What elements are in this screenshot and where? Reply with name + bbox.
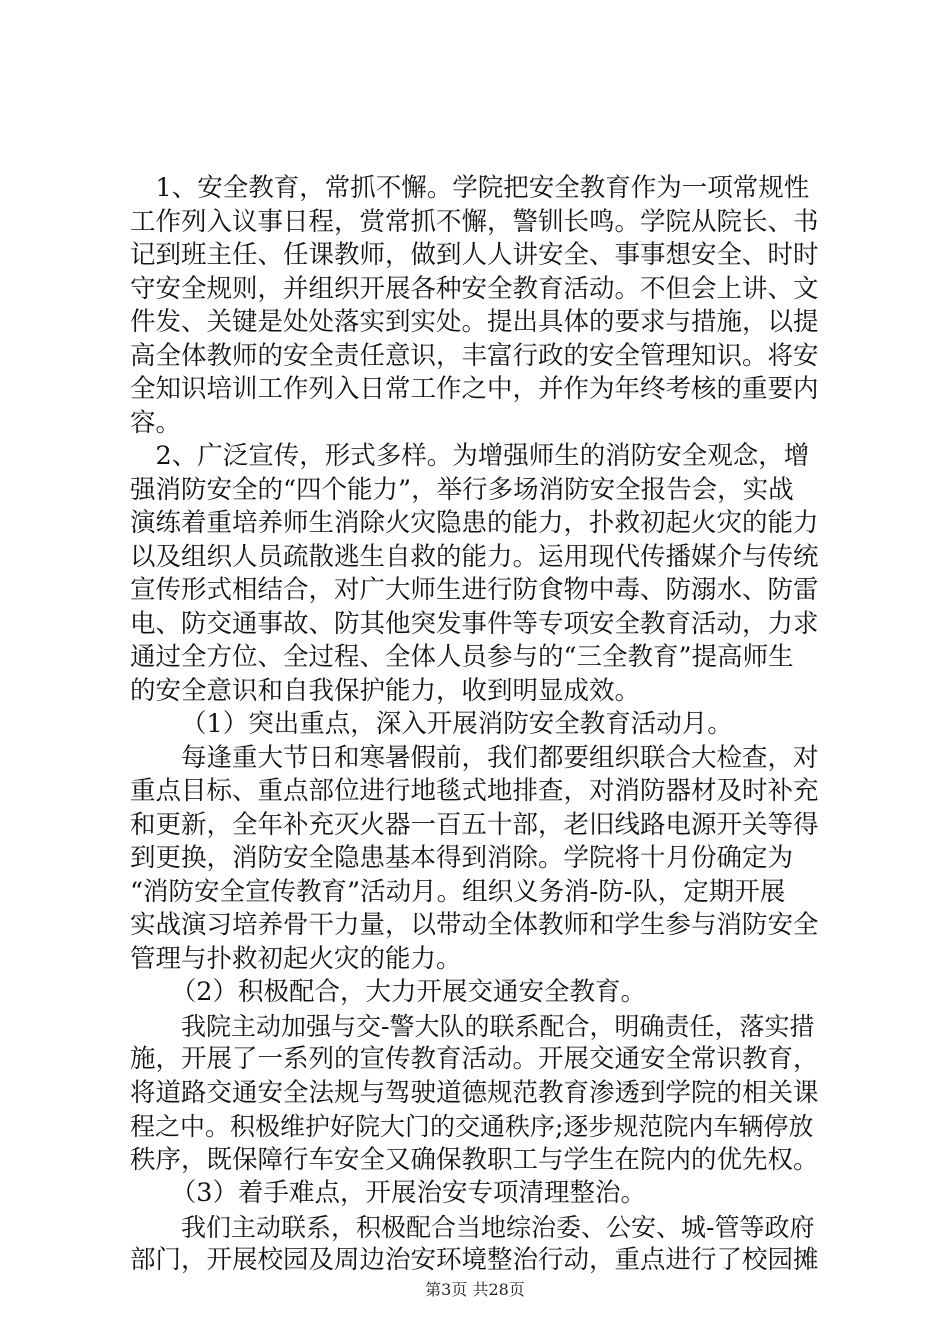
text-line: 2、广泛宣传，形式多样。为增强师生的消防安全观念，增 xyxy=(155,441,810,471)
body-text xyxy=(130,172,825,1278)
text-line: 实战演习培养骨干力量，以带动全体教师和学生参与消防安全 xyxy=(130,910,819,940)
text-line: 通过全方位、全过程、全体人员参与的“三全教育”提高师生 xyxy=(130,642,794,672)
text-line: 宣传形式相结合，对广大师生进行防食物中毒、防溺水、防雷 xyxy=(130,575,819,605)
text-line: 将道路交通安全法规与驾驶道德规范教育渗透到学院的相关课 xyxy=(130,1077,819,1108)
text-line: 全知识培训工作列入日常工作之中，并作为年终考核的重要内 xyxy=(130,374,819,404)
text-line: 和更新，全年补充灭火器一百五十部，老旧线路电源开关等得 xyxy=(130,809,819,840)
text-line: 容。 xyxy=(130,407,182,438)
text-line: 的安全意识和自我保护能力，收到明显成效。 xyxy=(130,675,641,706)
text-line: （2）积极配合，大力开展交通安全教育。 xyxy=(170,977,647,1007)
text-line: （1）突出重点，深入开展消防安全教育活动月。 xyxy=(181,709,733,739)
text-line: 记到班主任、任课教师，做到人人讲安全、事事想安全、时时 xyxy=(130,240,819,270)
text-line: 1、安全教育，常抓不懈。学院把安全教育作为一项常规性 xyxy=(155,173,810,203)
text-line: 部门，开展校园及周边治安环境整治行动，重点进行了校园摊 xyxy=(130,1245,819,1275)
text-line: 我院主动加强与交-警大队的联系配合，明确责任，落实措 xyxy=(181,1011,815,1041)
text-line: 施，开展了一系列的宣传教育活动。开展交通安全常识教育， xyxy=(130,1044,819,1074)
text-line: 到更换，消防安全隐患基本得到消除。学院将十月份确定为 xyxy=(130,843,794,873)
text-line: 重点目标、重点部位进行地毯式地排查，对消防器材及时补充 xyxy=(130,776,819,806)
text-line: 程之中。积极维护好院大门的交通秩序;逐步规范院内车辆停放 xyxy=(130,1112,814,1141)
text-line: 守安全规则，并组织开展各种安全教育活动。不但会上讲、文 xyxy=(130,273,819,304)
text-line: 工作列入议事日程，赏常抓不懈，警钏长鸣。学院从院长、书 xyxy=(130,206,819,237)
text-line: 电、防交通事故、防其他突发事件等专项安全教育活动，力求 xyxy=(130,608,819,639)
text-line: “消防安全宣传教育”活动月。组织义务消-防-队，定期开展 xyxy=(130,876,786,907)
text-line: 管理与扑救初起火灾的能力。 xyxy=(130,943,462,974)
page-footer: 第3页 共28页 xyxy=(425,1280,525,1299)
text-line: 秩序，既保障行车安全又确保教职工与学生在院内的优先权。 xyxy=(130,1144,819,1175)
text-line: 以及组织人员疏散逃生自救的能力。运用现代传播媒介与传统 xyxy=(130,541,819,572)
text-line: 我们主动联系，积极配合当地综治委、公安、城-管等政府 xyxy=(181,1212,815,1242)
text-line: 每逢重大节日和寒暑假前，我们都要组织联合大检查，对 xyxy=(181,742,819,773)
text-line: （3）着手难点，开展治安专项清理整治。 xyxy=(170,1178,647,1208)
text-line: 演练着重培养师生消除火灾隐患的能力，扑救初起火灾的能力 xyxy=(130,508,819,538)
text-line: 高全体教师的安全责任意识，丰富行政的安全管理知识。将安 xyxy=(130,340,819,371)
text-line: 件发、关键是处处落实到实处。提出具体的要求与措施，以提 xyxy=(130,307,819,337)
text-line: 强消防安全的“四个能力”，举行多场消防安全报告会，实战 xyxy=(130,474,794,505)
